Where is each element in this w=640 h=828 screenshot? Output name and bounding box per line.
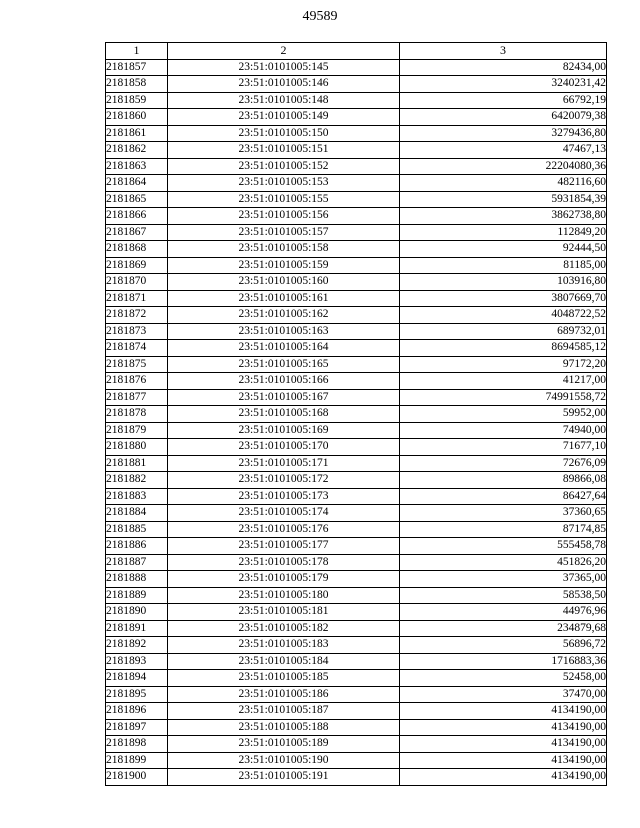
- table-row: [106, 587, 607, 604]
- cadastral-number-cell: 23:51:0101005:186: [168, 686, 400, 703]
- table-row: [106, 125, 607, 142]
- row-number-cell: 2181870: [106, 274, 168, 291]
- value-cell: 66792,19: [400, 92, 607, 109]
- row-number-cell: 2181892: [106, 637, 168, 654]
- cadastral-number-cell: 23:51:0101005:160: [168, 274, 400, 291]
- row-number-cell: 2181877: [106, 389, 168, 406]
- value-cell: 72676,09: [400, 455, 607, 472]
- value-cell: 82434,00: [400, 59, 607, 76]
- cadastral-number-cell: 23:51:0101005:177: [168, 538, 400, 555]
- table-row: [106, 604, 607, 621]
- value-cell: 41217,00: [400, 373, 607, 390]
- table-row: [106, 389, 607, 406]
- table-row: [106, 455, 607, 472]
- cadastral-number-cell: 23:51:0101005:145: [168, 59, 400, 76]
- table-row: [106, 670, 607, 687]
- cadastral-number-cell: 23:51:0101005:162: [168, 307, 400, 324]
- value-cell: 86427,64: [400, 488, 607, 505]
- cadastral-number-cell: 23:51:0101005:188: [168, 719, 400, 736]
- cadastral-number-cell: 23:51:0101005:151: [168, 142, 400, 159]
- value-cell: 97172,20: [400, 356, 607, 373]
- table-row: [106, 736, 607, 753]
- cadastral-number-cell: 23:51:0101005:189: [168, 736, 400, 753]
- value-cell: 37365,00: [400, 571, 607, 588]
- data-table: [105, 42, 607, 786]
- row-number-cell: 2181867: [106, 224, 168, 241]
- value-cell: 234879,68: [400, 620, 607, 637]
- value-cell: 3807669,70: [400, 290, 607, 307]
- cadastral-number-cell: 23:51:0101005:149: [168, 109, 400, 126]
- value-cell: 37470,00: [400, 686, 607, 703]
- table-body: [106, 59, 607, 785]
- table-row: [106, 290, 607, 307]
- table-row: [106, 472, 607, 489]
- row-number-cell: 2181878: [106, 406, 168, 423]
- cadastral-number-cell: 23:51:0101005:172: [168, 472, 400, 489]
- row-number-cell: 2181899: [106, 752, 168, 769]
- value-cell: 4134190,00: [400, 736, 607, 753]
- row-number-cell: 2181859: [106, 92, 168, 109]
- table-row: [106, 571, 607, 588]
- value-cell: 555458,78: [400, 538, 607, 555]
- cadastral-number-cell: 23:51:0101005:146: [168, 76, 400, 93]
- row-number-cell: 2181865: [106, 191, 168, 208]
- table-row: [106, 373, 607, 390]
- table-row: [106, 323, 607, 340]
- cadastral-number-cell: 23:51:0101005:157: [168, 224, 400, 241]
- value-cell: 89866,08: [400, 472, 607, 489]
- table-row: [106, 686, 607, 703]
- value-cell: 5931854,39: [400, 191, 607, 208]
- table-row: [106, 92, 607, 109]
- cadastral-number-cell: 23:51:0101005:181: [168, 604, 400, 621]
- table-row: [106, 340, 607, 357]
- table-row: [106, 208, 607, 225]
- table-row: [106, 274, 607, 291]
- table-row: [106, 356, 607, 373]
- table-row: [106, 637, 607, 654]
- table-row: [106, 175, 607, 192]
- value-cell: 37360,65: [400, 505, 607, 522]
- table-row: [106, 538, 607, 555]
- cadastral-number-cell: 23:51:0101005:164: [168, 340, 400, 357]
- value-cell: 74940,00: [400, 422, 607, 439]
- value-cell: 3279436,80: [400, 125, 607, 142]
- table-row: [106, 653, 607, 670]
- row-number-cell: 2181864: [106, 175, 168, 192]
- value-cell: 22204080,36: [400, 158, 607, 175]
- table-row: [106, 142, 607, 159]
- cadastral-number-cell: 23:51:0101005:179: [168, 571, 400, 588]
- row-number-cell: 2181862: [106, 142, 168, 159]
- row-number-cell: 2181891: [106, 620, 168, 637]
- row-number-cell: 2181874: [106, 340, 168, 357]
- row-number-cell: 2181873: [106, 323, 168, 340]
- table-row: [106, 719, 607, 736]
- row-number-cell: 2181879: [106, 422, 168, 439]
- value-cell: 87174,85: [400, 521, 607, 538]
- table-row: [106, 109, 607, 126]
- cadastral-number-cell: 23:51:0101005:167: [168, 389, 400, 406]
- cadastral-number-cell: 23:51:0101005:158: [168, 241, 400, 258]
- row-number-cell: 2181888: [106, 571, 168, 588]
- cadastral-number-cell: 23:51:0101005:170: [168, 439, 400, 456]
- row-number-cell: 2181869: [106, 257, 168, 274]
- column-header: 1: [106, 43, 168, 60]
- value-cell: 47467,13: [400, 142, 607, 159]
- row-number-cell: 2181893: [106, 653, 168, 670]
- row-number-cell: 2181876: [106, 373, 168, 390]
- row-number-cell: 2181880: [106, 439, 168, 456]
- row-number-cell: 2181886: [106, 538, 168, 555]
- cadastral-number-cell: 23:51:0101005:174: [168, 505, 400, 522]
- cadastral-number-cell: 23:51:0101005:161: [168, 290, 400, 307]
- table-row: [106, 769, 607, 786]
- table-row: [106, 406, 607, 423]
- table-row: [106, 158, 607, 175]
- table-row: [106, 488, 607, 505]
- table-row: [106, 224, 607, 241]
- row-number-cell: 2181889: [106, 587, 168, 604]
- table-row: [106, 554, 607, 571]
- cadastral-number-cell: 23:51:0101005:156: [168, 208, 400, 225]
- row-number-cell: 2181894: [106, 670, 168, 687]
- cadastral-number-cell: 23:51:0101005:159: [168, 257, 400, 274]
- row-number-cell: 2181875: [106, 356, 168, 373]
- row-number-cell: 2181882: [106, 472, 168, 489]
- row-number-cell: 2181884: [106, 505, 168, 522]
- row-number-cell: 2181897: [106, 719, 168, 736]
- column-header: 3: [400, 43, 607, 60]
- value-cell: 44976,96: [400, 604, 607, 621]
- cadastral-number-cell: 23:51:0101005:155: [168, 191, 400, 208]
- row-number-cell: 2181863: [106, 158, 168, 175]
- cadastral-number-cell: 23:51:0101005:178: [168, 554, 400, 571]
- cadastral-number-cell: 23:51:0101005:153: [168, 175, 400, 192]
- table-row: [106, 505, 607, 522]
- cadastral-number-cell: 23:51:0101005:185: [168, 670, 400, 687]
- value-cell: 74991558,72: [400, 389, 607, 406]
- row-number-cell: 2181887: [106, 554, 168, 571]
- table-row: [106, 422, 607, 439]
- table-row: [106, 439, 607, 456]
- table-row: [106, 307, 607, 324]
- value-cell: 8694585,12: [400, 340, 607, 357]
- value-cell: 4134190,00: [400, 752, 607, 769]
- page-number: 49589: [302, 9, 338, 24]
- cadastral-number-cell: 23:51:0101005:183: [168, 637, 400, 654]
- cadastral-number-cell: 23:51:0101005:180: [168, 587, 400, 604]
- cadastral-number-cell: 23:51:0101005:168: [168, 406, 400, 423]
- row-number-cell: 2181895: [106, 686, 168, 703]
- row-number-cell: 2181900: [106, 769, 168, 786]
- value-cell: 3240231,42: [400, 76, 607, 93]
- row-number-cell: 2181871: [106, 290, 168, 307]
- cadastral-number-cell: 23:51:0101005:173: [168, 488, 400, 505]
- row-number-cell: 2181890: [106, 604, 168, 621]
- row-number-cell: 2181896: [106, 703, 168, 720]
- row-number-cell: 2181866: [106, 208, 168, 225]
- row-number-cell: 2181885: [106, 521, 168, 538]
- value-cell: 81185,00: [400, 257, 607, 274]
- value-cell: 1716883,36: [400, 653, 607, 670]
- row-number-cell: 2181861: [106, 125, 168, 142]
- cadastral-number-cell: 23:51:0101005:191: [168, 769, 400, 786]
- cadastral-number-cell: 23:51:0101005:163: [168, 323, 400, 340]
- row-number-cell: 2181868: [106, 241, 168, 258]
- cadastral-number-cell: 23:51:0101005:187: [168, 703, 400, 720]
- cadastral-number-cell: 23:51:0101005:165: [168, 356, 400, 373]
- value-cell: 112849,20: [400, 224, 607, 241]
- cadastral-number-cell: 23:51:0101005:190: [168, 752, 400, 769]
- row-number-cell: 2181860: [106, 109, 168, 126]
- table-row: [106, 752, 607, 769]
- cadastral-number-cell: 23:51:0101005:184: [168, 653, 400, 670]
- cadastral-number-cell: 23:51:0101005:166: [168, 373, 400, 390]
- cadastral-number-cell: 23:51:0101005:150: [168, 125, 400, 142]
- cadastral-number-cell: 23:51:0101005:169: [168, 422, 400, 439]
- table-row: [106, 76, 607, 93]
- value-cell: 103916,80: [400, 274, 607, 291]
- value-cell: 482116,60: [400, 175, 607, 192]
- row-number-cell: 2181898: [106, 736, 168, 753]
- cadastral-number-cell: 23:51:0101005:182: [168, 620, 400, 637]
- row-number-cell: 2181872: [106, 307, 168, 324]
- cadastral-number-cell: 23:51:0101005:176: [168, 521, 400, 538]
- value-cell: 689732,01: [400, 323, 607, 340]
- row-number-cell: 2181857: [106, 59, 168, 76]
- table-row: [106, 521, 607, 538]
- cadastral-number-cell: 23:51:0101005:171: [168, 455, 400, 472]
- value-cell: 4048722,52: [400, 307, 607, 324]
- table-row: [106, 257, 607, 274]
- table-row: [106, 620, 607, 637]
- value-cell: 4134190,00: [400, 703, 607, 720]
- table-row: [106, 241, 607, 258]
- value-cell: 4134190,00: [400, 769, 607, 786]
- cadastral-number-cell: 23:51:0101005:152: [168, 158, 400, 175]
- value-cell: 58538,50: [400, 587, 607, 604]
- row-number-cell: 2181883: [106, 488, 168, 505]
- table-row: [106, 59, 607, 76]
- cadastral-number-cell: 23:51:0101005:148: [168, 92, 400, 109]
- value-cell: 92444,50: [400, 241, 607, 258]
- value-cell: 3862738,80: [400, 208, 607, 225]
- value-cell: 52458,00: [400, 670, 607, 687]
- table-row: [106, 191, 607, 208]
- table-row: [106, 703, 607, 720]
- value-cell: 6420079,38: [400, 109, 607, 126]
- column-header: 2: [168, 43, 400, 60]
- value-cell: 451826,20: [400, 554, 607, 571]
- value-cell: 4134190,00: [400, 719, 607, 736]
- row-number-cell: 2181881: [106, 455, 168, 472]
- table-header-row: [106, 43, 607, 60]
- value-cell: 56896,72: [400, 637, 607, 654]
- row-number-cell: 2181858: [106, 76, 168, 93]
- value-cell: 71677,10: [400, 439, 607, 456]
- value-cell: 59952,00: [400, 406, 607, 423]
